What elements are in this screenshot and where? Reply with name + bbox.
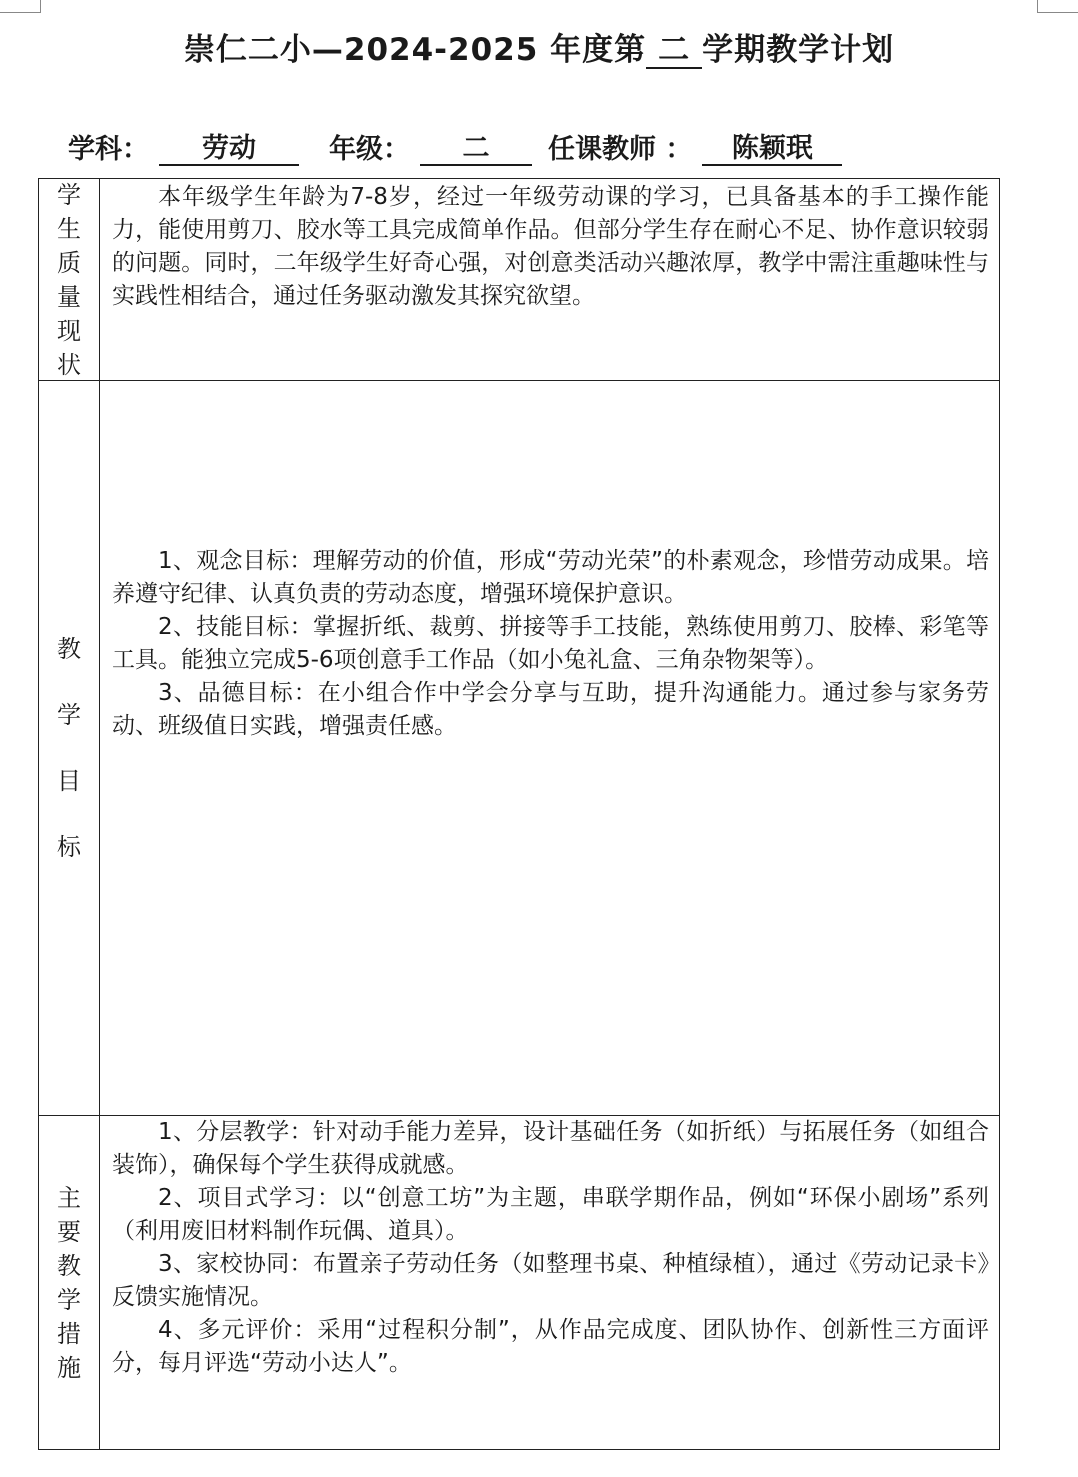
page-corner-mark-right [1037, 0, 1078, 13]
paragraph: 1、分层教学：针对动手能力差异，设计基础任务（如折纸）与拓展任务（如组合装饰），确保每个学生获得成就感。 [112, 1119, 989, 1178]
label-char: 教 [57, 1251, 81, 1280]
label-student-status [39, 179, 100, 380]
label-char: 措 [57, 1319, 81, 1348]
teacher-label: 任课教师 ： [548, 134, 693, 165]
content-teaching-goals [100, 381, 999, 1115]
paragraph: 1、观念目标：理解劳动的价值，形成“劳动光荣”的朴素观念，珍惜劳动成果。培养遵守纪律、认真负责的劳动态度，增强环境保护意识。 [112, 548, 989, 607]
label-char: 主 [57, 1183, 81, 1212]
label-char: 施 [57, 1353, 81, 1382]
label-char: 学 [57, 180, 81, 209]
page-corner-mark-left [0, 0, 41, 13]
row-teaching-goals [39, 381, 999, 1116]
label-char: 学 [57, 1285, 81, 1314]
title-term-blank: 二 [646, 34, 702, 69]
label-teaching-goals [39, 381, 100, 1115]
title-suffix: 学期教学计划 [702, 32, 895, 68]
label-char: 教 [57, 635, 81, 663]
label-teaching-measures [39, 1116, 100, 1449]
subject-value: 劳动 [159, 133, 299, 166]
label-char: 状 [57, 350, 81, 379]
paragraph: 本年级学生年龄为7-8岁，经过一年级劳动课的学习，已具备基本的手工操作能力，能使用剪刀、胶水等工具完成简单作品。但部分学生存在耐心不足、协作意识较弱的问题。同时，二年级学生好奇心强，对创意类活动兴趣浓厚，教学中需注重趣味性与实践性相结合，通过任务驱动激发其探究欲望。 [112, 184, 989, 309]
grade-label: 年级： [329, 134, 410, 165]
paragraph: 3、品德目标：在小组合作中学会分享与互助，提升沟通能力。通过参与家务劳动、班级值日实践，增强责任感。 [112, 680, 989, 739]
label-char: 学 [57, 701, 81, 729]
label-char: 要 [57, 1217, 81, 1246]
label-char: 量 [57, 282, 81, 311]
content-student-status [100, 179, 999, 380]
plan-table [38, 178, 1000, 1450]
grade-value: 二 [420, 133, 532, 166]
subject-label: 学科： [68, 134, 149, 165]
label-char: 目 [57, 767, 81, 795]
label-char: 现 [57, 316, 81, 345]
paragraph: 2、项目式学习：以“创意工坊”为主题，串联学期作品，例如“环保小剧场”系列（利用废旧材料制作玩偶、道具）。 [112, 1185, 989, 1244]
label-char: 标 [57, 833, 81, 861]
info-row [68, 126, 842, 166]
row-teaching-measures [39, 1116, 999, 1449]
label-char: 质 [57, 248, 81, 277]
title-prefix: 崇仁二小—2024-2025 年度第 [183, 32, 647, 68]
label-char: 生 [57, 214, 81, 243]
paragraph: 2、技能目标：掌握折纸、裁剪、拼接等手工技能，熟练使用剪刀、胶棒、彩笔等工具。能独立完成5-6项创意手工作品（如小兔礼盒、三角杂物架等）。 [112, 614, 989, 673]
page-title [0, 24, 1078, 69]
row-student-status [39, 179, 999, 381]
content-teaching-measures [100, 1116, 999, 1449]
teacher-value: 陈颖珉 [702, 133, 842, 166]
paragraph: 3、家校协同：布置亲子劳动任务（如整理书桌、种植绿植），通过《劳动记录卡》反馈实施情况。 [112, 1251, 989, 1310]
paragraph: 4、多元评价：采用“过程积分制”，从作品完成度、团队协作、创新性三方面评分，每月评选“劳动小达人”。 [112, 1317, 989, 1376]
